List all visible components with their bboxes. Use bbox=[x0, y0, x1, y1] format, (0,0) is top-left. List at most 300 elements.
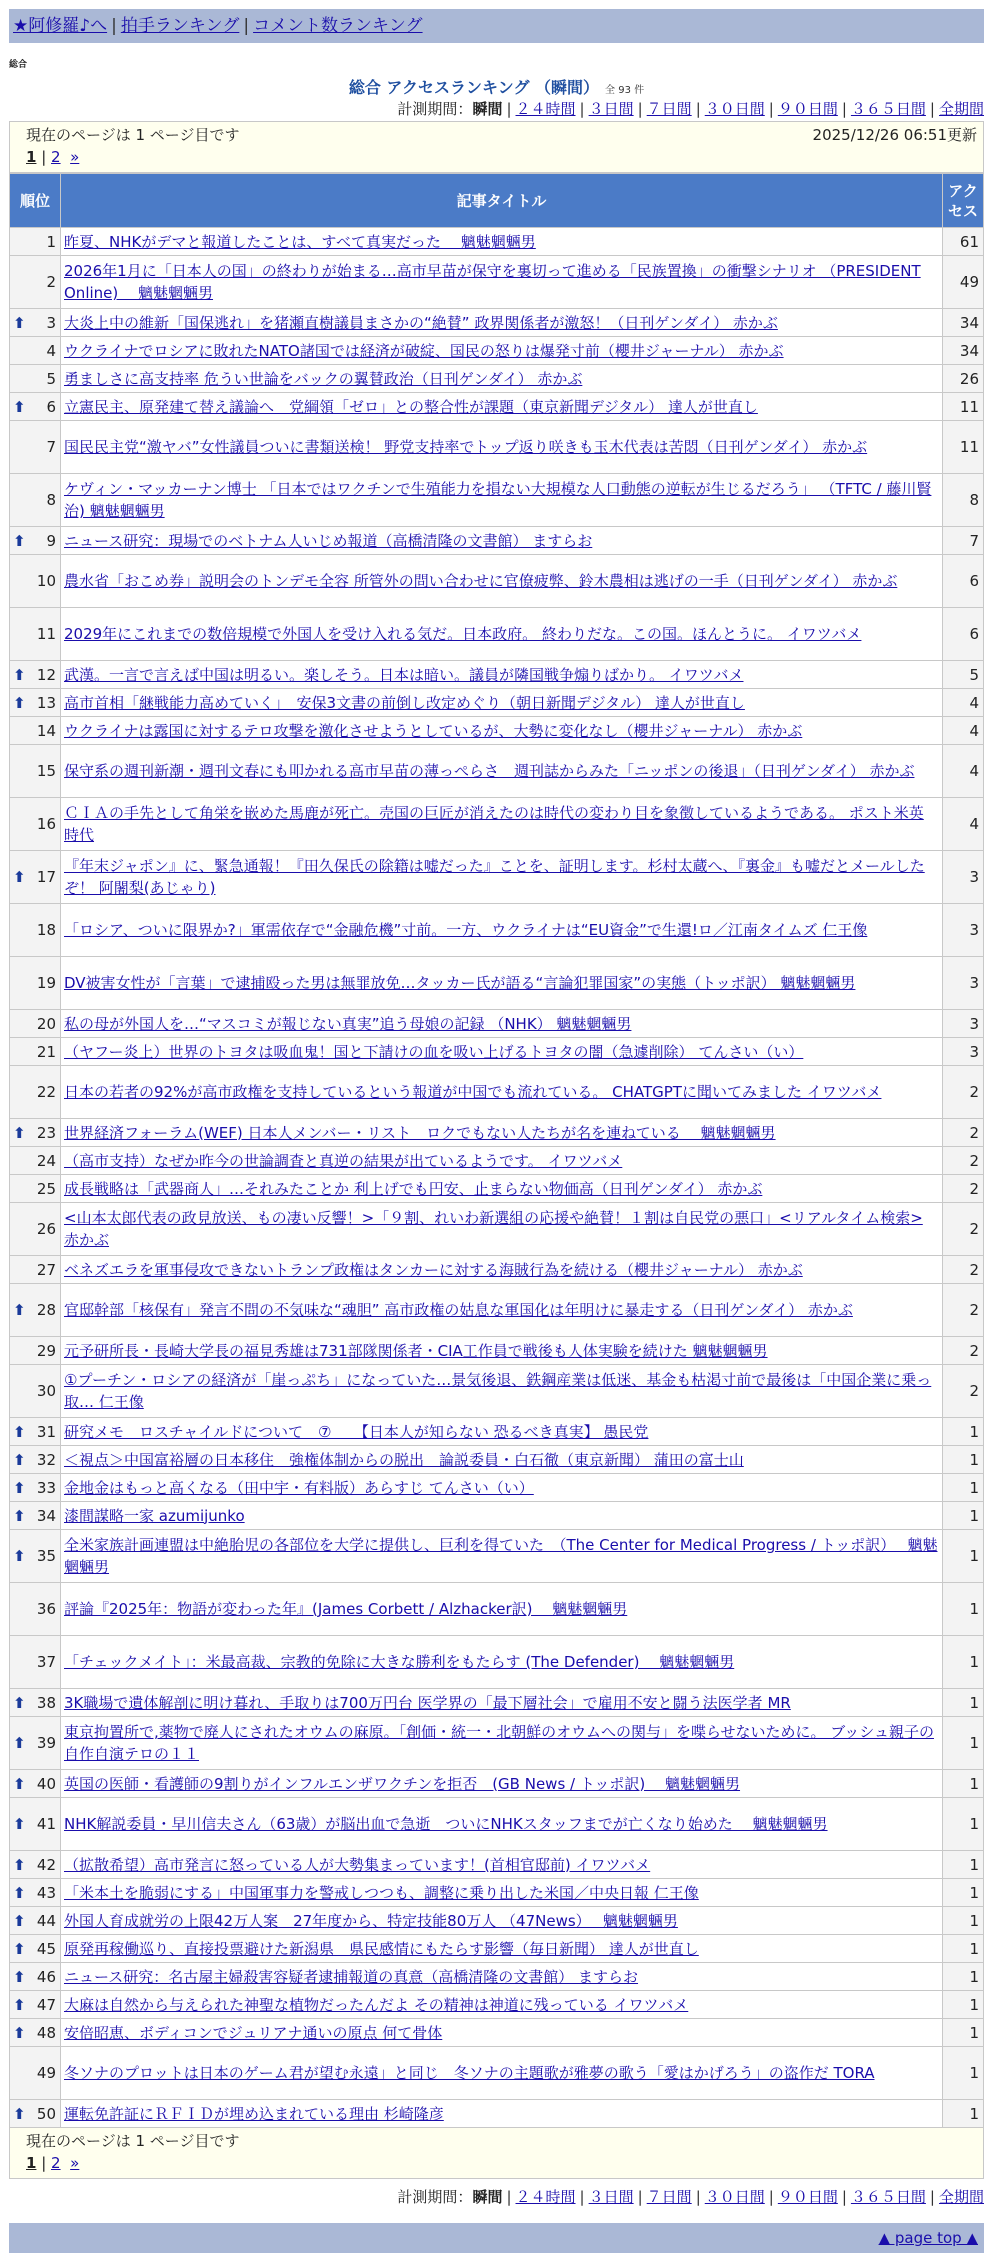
article-link[interactable]: （高市支持）なぜか昨今の世論調査と真逆の結果が出ているようです。 イワツバメ bbox=[64, 1151, 623, 1170]
up-arrow-icon: ⬆ bbox=[13, 1883, 26, 1902]
article-link[interactable]: 原発再稼働巡り、直接投票避けた新潟県 県民感情にもたらす影響（毎日新聞） 達人が世直し bbox=[64, 1939, 699, 1958]
title-cell bbox=[61, 1365, 943, 1418]
rank-number: 16 bbox=[36, 815, 56, 833]
article-link[interactable]: 外国人育成就労の上限42万人案 27年度から、特定技能80万人 （47News） 魑魅魍魎男 bbox=[64, 1911, 678, 1930]
up-arrow-icon: ⬆ bbox=[13, 1123, 26, 1142]
article-link[interactable]: 3K職場で遺体解剖に明け暮れ、手取りは700万円台 医学界の「最下層社会」で雇用不安と闘う法医学者 MR bbox=[64, 1693, 791, 1712]
table-row bbox=[10, 608, 984, 661]
period-bottom-link-4[interactable]: ９０日間 bbox=[777, 2188, 838, 2206]
table-row bbox=[10, 745, 984, 798]
article-link[interactable]: ＜視点＞中国富裕層の日本移住 強権体制からの脱出 論説委員・白石徹（東京新聞） 蒲田の富士山 bbox=[64, 1450, 744, 1469]
rank-cell bbox=[10, 1798, 61, 1851]
rank-number: 39 bbox=[36, 1734, 56, 1752]
rank-cell bbox=[10, 527, 61, 555]
access-count: 1 bbox=[943, 1689, 984, 1717]
rank-cell bbox=[10, 1474, 61, 1502]
title-cell bbox=[61, 393, 943, 421]
title-cell bbox=[61, 717, 943, 745]
access-count: 4 bbox=[943, 745, 984, 798]
rank-cell bbox=[10, 1717, 61, 1770]
title-cell bbox=[61, 745, 943, 798]
title-cell bbox=[61, 337, 943, 365]
article-link[interactable]: 「ロシア、ついに限界か?」軍需依存で“金融危機”寸前。一方、ウクライナは“EU資金”で生還!ロ／江南タイムズ 仁王像 bbox=[64, 921, 868, 939]
rank-number: 40 bbox=[36, 1774, 56, 1793]
rank-number: 5 bbox=[46, 369, 56, 388]
title-cell bbox=[61, 2047, 943, 2100]
table-row bbox=[10, 1530, 984, 1583]
page-top-link[interactable]: ▲ page top ▲ bbox=[878, 2229, 978, 2247]
table-row bbox=[10, 851, 984, 904]
access-count: 1 bbox=[943, 1770, 984, 1798]
title-cell bbox=[61, 1530, 943, 1583]
table-row bbox=[10, 1907, 984, 1935]
period-link-5[interactable]: ３６５日間 bbox=[850, 100, 926, 118]
rank-cell bbox=[10, 1851, 61, 1879]
title-cell bbox=[61, 1256, 943, 1284]
rank-cell bbox=[10, 851, 61, 904]
title-cell bbox=[61, 957, 943, 1010]
period-selector-bottom bbox=[9, 2185, 984, 2209]
page-2-link[interactable]: 2 bbox=[51, 148, 61, 166]
article-link[interactable]: 昨夏、NHKがデマと報道したことは、すべて真実だった 魑魅魍魎男 bbox=[64, 232, 536, 251]
table-row bbox=[10, 337, 984, 365]
rank-cell bbox=[10, 1066, 61, 1119]
access-count: 34 bbox=[943, 337, 984, 365]
table-row bbox=[10, 228, 984, 256]
article-link[interactable]: 私の母が外国人を…“マスコミが報じない真実”追う母娘の記録 （NHK） 魑魅魍魎男 bbox=[64, 1014, 632, 1033]
access-count: 1 bbox=[943, 1798, 984, 1851]
table-row bbox=[10, 2100, 984, 2128]
title-cell bbox=[61, 1066, 943, 1119]
up-arrow-icon: ⬆ bbox=[13, 1506, 26, 1525]
rank-number: 33 bbox=[36, 1478, 56, 1497]
rank-number: 42 bbox=[36, 1855, 56, 1874]
rank-header: 順位 bbox=[10, 174, 61, 228]
table-row bbox=[10, 661, 984, 689]
rank-cell bbox=[10, 1337, 61, 1365]
rank-number: 7 bbox=[46, 438, 56, 456]
title-cell bbox=[61, 1907, 943, 1935]
rank-number: 23 bbox=[36, 1123, 56, 1142]
title-cell bbox=[61, 1203, 943, 1256]
up-arrow-icon: ⬆ bbox=[13, 1734, 26, 1752]
access-count: 1 bbox=[943, 1991, 984, 2019]
rank-number: 29 bbox=[36, 1341, 56, 1360]
title-cell bbox=[61, 309, 943, 337]
rank-number: 48 bbox=[36, 2023, 56, 2042]
title-cell bbox=[61, 1502, 943, 1530]
table-row bbox=[10, 1365, 984, 1418]
next-page-link[interactable]: » bbox=[70, 148, 80, 166]
rank-cell bbox=[10, 1907, 61, 1935]
article-link[interactable]: 漆間謀略一家 azumijunko bbox=[64, 1506, 245, 1525]
article-link[interactable]: 勇ましさに高支持率 危うい世論をバックの翼賛政治（日刊ゲンダイ） 赤かぶ bbox=[64, 369, 583, 388]
title-cell bbox=[61, 1798, 943, 1851]
period-separator: | bbox=[768, 100, 774, 118]
pagination: 1 | 2 » bbox=[26, 148, 80, 166]
period-separator: | bbox=[579, 100, 585, 118]
period-link-2[interactable]: ７日間 bbox=[646, 100, 692, 118]
period-link-1[interactable]: ３日間 bbox=[588, 100, 634, 118]
access-count: 2 bbox=[943, 1066, 984, 1119]
access-count: 1 bbox=[943, 2019, 984, 2047]
up-arrow-icon: ⬆ bbox=[13, 1693, 26, 1712]
article-link[interactable]: 成長戦略は「武器商人」…それみたことか 利上げでも円安、止まらない物価高（日刊ゲンダイ） 赤かぶ bbox=[64, 1179, 763, 1198]
article-link[interactable]: 英国の医師・看護師の9割りがインフルエンザワクチンを拒否 (GB News / トッポ訳) 魑魅魍魎男 bbox=[64, 1774, 741, 1793]
access-count: 3 bbox=[943, 1038, 984, 1066]
access-count: 4 bbox=[943, 717, 984, 745]
title-cell bbox=[61, 1991, 943, 2019]
table-row bbox=[10, 527, 984, 555]
page-1-current: 1 bbox=[26, 148, 37, 166]
title-cell bbox=[61, 1284, 943, 1337]
nav-clap-ranking-link[interactable]: 拍手ランキング bbox=[120, 16, 240, 36]
access-count: 1 bbox=[943, 1502, 984, 1530]
article-link[interactable]: ケヴィン・マッカーナン博士 「日本ではワクチンで生殖能力を損ない大規模な人口動態の逆転が生じるだろう」 （TFTC / 藤川賢治) 魑魅魍魎男 bbox=[64, 480, 932, 520]
article-link[interactable]: ①プーチン・ロシアの経済が「崖っぷち」になっていた…景気後退、鉄鋼産業は低迷、基金も枯渇寸前で最後は「中国企業に乗っ取… 仁王像 bbox=[64, 1371, 932, 1411]
article-link[interactable]: 大炎上中の維新「国保逃れ」を猪瀬直樹議員まさかの“絶賛” 政界関係者が激怒！（日刊ゲンダイ） 赤かぶ bbox=[64, 313, 778, 332]
up-arrow-icon: ⬆ bbox=[13, 2023, 26, 2042]
article-link[interactable]: （拡散希望）高市発言に怒っている人が大勢集まっています！(首相官邸前) イワツバメ bbox=[64, 1855, 651, 1874]
title-cell bbox=[61, 798, 943, 851]
access-count: 1 bbox=[943, 1879, 984, 1907]
article-link[interactable]: 国民民主党“激ヤバ”女性議員ついに書類送検！ 野党支持率でトップ返り咲きも玉木代表は苦悶（日刊ゲンダイ） 赤かぶ bbox=[64, 438, 868, 456]
access-count: 11 bbox=[943, 421, 984, 474]
table-row bbox=[10, 1038, 984, 1066]
up-arrow-icon: ⬆ bbox=[13, 1815, 26, 1833]
up-arrow-icon: ⬆ bbox=[13, 868, 26, 886]
access-count: 6 bbox=[943, 608, 984, 661]
rank-number: 9 bbox=[46, 531, 56, 550]
article-link[interactable]: 官邸幹部「核保有」発言不問の不気味な“魂胆” 高市政権の姑息な軍国化は年明けに暴走する（日刊ゲンダイ） 赤かぶ bbox=[64, 1301, 853, 1319]
table-row bbox=[10, 1284, 984, 1337]
period-link-6[interactable]: 全期間 bbox=[938, 100, 984, 118]
title-cell bbox=[61, 2100, 943, 2128]
access-count: 2 bbox=[943, 1203, 984, 1256]
title-cell bbox=[61, 1717, 943, 1770]
paging-box-top bbox=[9, 121, 984, 173]
article-link[interactable]: ニュース研究：名古屋主婦殺害容疑者逮捕報道の真意（高橋清隆の文書館） ますらお bbox=[64, 1967, 639, 1986]
period-bottom-link-2[interactable]: ７日間 bbox=[646, 2188, 692, 2206]
table-row bbox=[10, 1175, 984, 1203]
rank-number: 47 bbox=[36, 1995, 56, 2014]
access-count: 1 bbox=[943, 1583, 984, 1636]
table-row bbox=[10, 1256, 984, 1284]
rank-cell bbox=[10, 1418, 61, 1446]
ranking-table bbox=[9, 173, 984, 2128]
period-separator: | bbox=[695, 2188, 701, 2206]
title-header: 記事タイトル bbox=[61, 174, 943, 228]
article-link[interactable]: 『年末ジャポン』に、緊急通報！『田久保氏の除籍は嘘だった』ことを、証明します。杉村太蔵へ、『裏金』も嘘だとメールしたぞ！ 阿闍梨(あじゃり) bbox=[64, 857, 925, 897]
period-separator: | bbox=[637, 100, 643, 118]
rank-number: 44 bbox=[36, 1911, 56, 1930]
rank-cell bbox=[10, 1689, 61, 1717]
rank-cell bbox=[10, 1284, 61, 1337]
article-link[interactable]: 元予研所長・長崎大学長の福見秀雄は731部隊関係者・CIA工作員で戦後も人体実験を続けた 魑魅魍魎男 bbox=[64, 1341, 768, 1360]
article-link[interactable]: 高市首相「継戦能力高めていく」 安保3文書の前倒し改定めぐり（朝日新聞デジタル） 達人が世直し bbox=[64, 693, 745, 712]
title-cell bbox=[61, 851, 943, 904]
nav-home-link[interactable]: ★阿修羅♪へ bbox=[13, 16, 108, 36]
nav-comment-ranking-link[interactable]: コメント数ランキング bbox=[253, 16, 423, 36]
article-link[interactable]: 「チェックメイト」：米最高裁、宗教的免除に大きな勝利をもたらす (The Defender) 魑魅魍魎男 bbox=[64, 1653, 735, 1671]
rank-cell bbox=[10, 661, 61, 689]
rank-number: 2 bbox=[46, 273, 56, 291]
table-row bbox=[10, 1935, 984, 1963]
article-link[interactable]: ウクライナでロシアに敗れたNATO諸国では経済が破綻、国民の怒りは爆発寸前（櫻井ジャーナル） 赤かぶ bbox=[64, 341, 784, 360]
access-header: アクセス bbox=[943, 174, 984, 228]
title-cell bbox=[61, 1689, 943, 1717]
article-link[interactable]: 世界経済フォーラム(WEF) 日本人メンバー・リスト ロクでもない人たちが名を連ねている 魑魅魍魎男 bbox=[64, 1123, 776, 1142]
table-row bbox=[10, 1991, 984, 2019]
rank-cell bbox=[10, 1365, 61, 1418]
rank-number: 49 bbox=[36, 2064, 56, 2082]
period-link-3[interactable]: ３０日間 bbox=[704, 100, 765, 118]
rank-number: 3 bbox=[46, 313, 56, 332]
title-cell bbox=[61, 1119, 943, 1147]
title-cell bbox=[61, 1337, 943, 1365]
up-arrow-icon: ⬆ bbox=[13, 1301, 26, 1319]
rank-cell bbox=[10, 1502, 61, 1530]
access-count: 2 bbox=[943, 1256, 984, 1284]
rank-number: 11 bbox=[36, 625, 56, 643]
access-count: 49 bbox=[943, 256, 984, 309]
up-arrow-icon: ⬆ bbox=[13, 1547, 26, 1565]
period-bottom-link-0[interactable]: ２４時間 bbox=[515, 2188, 576, 2206]
period-link-4[interactable]: ９０日間 bbox=[777, 100, 838, 118]
table-row bbox=[10, 1474, 984, 1502]
period-bottom-link-1[interactable]: ３日間 bbox=[588, 2188, 634, 2206]
article-link[interactable]: 安倍昭恵、ボディコンでジュリアナ通いの原点 何て骨体 bbox=[64, 2023, 443, 2042]
rank-number: 10 bbox=[36, 572, 56, 590]
table-row bbox=[10, 1770, 984, 1798]
title-cell bbox=[61, 228, 943, 256]
article-link[interactable]: 金地金はもっと高くなる（田中宇・有料版）あらすじ てんさい（い） bbox=[64, 1478, 534, 1497]
title-cell bbox=[61, 1963, 943, 1991]
table-row bbox=[10, 904, 984, 957]
title-cell bbox=[61, 1583, 943, 1636]
title-cell bbox=[61, 1851, 943, 1879]
rank-cell bbox=[10, 2100, 61, 2128]
updated-time: 2025/12/26 06:51更新 bbox=[812, 126, 977, 144]
rank-number: 28 bbox=[36, 1301, 56, 1319]
rank-cell bbox=[10, 1879, 61, 1907]
period-separator: | bbox=[695, 100, 701, 118]
table-row bbox=[10, 1689, 984, 1717]
title-cell bbox=[61, 1446, 943, 1474]
article-link[interactable]: 冬ソナのプロットは日本のゲーム君が望む永遠」と同じ 冬ソナの主題歌が雅夢の歌う「愛はかげろう」の盗作だ TORA bbox=[64, 2064, 875, 2082]
access-count: 1 bbox=[943, 2100, 984, 2128]
period-bottom-link-6[interactable]: 全期間 bbox=[938, 2188, 984, 2206]
access-count: 3 bbox=[943, 904, 984, 957]
table-row bbox=[10, 256, 984, 309]
rank-cell bbox=[10, 1530, 61, 1583]
rank-cell bbox=[10, 256, 61, 309]
ranking-title: 総合 アクセスランキング （瞬間） bbox=[348, 78, 600, 97]
rank-cell bbox=[10, 717, 61, 745]
rank-number: 34 bbox=[36, 1506, 56, 1525]
rank-number: 22 bbox=[36, 1083, 56, 1101]
access-count: 3 bbox=[943, 957, 984, 1010]
period-bottom-link-3[interactable]: ３０日間 bbox=[704, 2188, 765, 2206]
table-row bbox=[10, 1418, 984, 1446]
rank-number: 14 bbox=[36, 721, 56, 740]
table-row bbox=[10, 957, 984, 1010]
title-cell bbox=[61, 661, 943, 689]
rank-cell bbox=[10, 608, 61, 661]
rank-number: 46 bbox=[36, 1967, 56, 1986]
rank-cell bbox=[10, 1446, 61, 1474]
access-count: 1 bbox=[943, 1530, 984, 1583]
up-arrow-icon: ⬆ bbox=[13, 1911, 26, 1930]
pagination-bottom: 1 | 2 » bbox=[26, 2154, 80, 2172]
period-link-0[interactable]: ２４時間 bbox=[515, 100, 576, 118]
table-row bbox=[10, 1502, 984, 1530]
article-link[interactable]: DV被害女性が「言葉」で逮捕殴った男は無罪放免…タッカー氏が語る“言論犯罪国家”の実態（トッポ訳） 魑魅魍魎男 bbox=[64, 974, 856, 992]
title-cell bbox=[61, 256, 943, 309]
access-count: 34 bbox=[943, 309, 984, 337]
up-arrow-icon: ⬆ bbox=[13, 1967, 26, 1986]
article-link[interactable]: 運転免許証にＲＦＩＤが埋め込まれている理由 杉崎隆彦 bbox=[64, 2104, 444, 2123]
title-cell bbox=[61, 555, 943, 608]
article-link[interactable]: 東京拘置所で,薬物で廃人にされたオウムの麻原。「創価・統一・北朝鮮のオウムへの関与」を喋らせないために。 ブッシュ親子の自作自演テロの１１ bbox=[64, 1723, 934, 1763]
up-arrow-icon: ⬆ bbox=[13, 2104, 26, 2123]
table-row bbox=[10, 2019, 984, 2047]
access-count: 1 bbox=[943, 1963, 984, 1991]
rank-number: 18 bbox=[36, 921, 56, 939]
table-row bbox=[10, 1717, 984, 1770]
rank-number: 27 bbox=[36, 1260, 56, 1279]
period-label: 計測期間： bbox=[397, 100, 473, 118]
rank-number: 45 bbox=[36, 1939, 56, 1958]
rank-number: 25 bbox=[36, 1179, 56, 1198]
article-link[interactable]: 2026年1月に「日本人の国」の終わりが始まる…高市早苗が保守を裏切って進める「民族置換」の衝撃シナリオ （PRESIDENT Online) 魑魅魍魎男 bbox=[64, 262, 921, 302]
rank-cell bbox=[10, 1256, 61, 1284]
access-count: 1 bbox=[943, 1907, 984, 1935]
table-row bbox=[10, 2047, 984, 2100]
rank-number: 24 bbox=[36, 1151, 56, 1170]
access-count: 11 bbox=[943, 393, 984, 421]
rank-cell bbox=[10, 228, 61, 256]
access-count: 2 bbox=[943, 1284, 984, 1337]
access-count: 1 bbox=[943, 1717, 984, 1770]
article-link[interactable]: 研究メモ ロスチャイルドについて ⑦ 【日本人が知らない 恐るべき真実】 愚民党 bbox=[64, 1422, 649, 1441]
period-separator: | bbox=[929, 100, 935, 118]
next-page-link-bottom[interactable]: » bbox=[70, 2154, 80, 2172]
title-cell bbox=[61, 2019, 943, 2047]
access-count: 1 bbox=[943, 2047, 984, 2100]
page-2-link-bottom[interactable]: 2 bbox=[51, 2154, 61, 2172]
up-arrow-icon: ⬆ bbox=[13, 693, 26, 712]
title-cell bbox=[61, 904, 943, 957]
title-cell bbox=[61, 474, 943, 527]
article-link[interactable]: NHK解説委員・早川信夫さん（63歳）が脳出血で急逝 ついにNHKスタッフまでが亡くなり始めた 魑魅魍魎男 bbox=[64, 1815, 828, 1833]
article-link[interactable]: （ヤフー炎上）世界のトヨタは吸血鬼！国と下請けの血を吸い上げるトヨタの闇（急遽削除） てんさい（い） bbox=[64, 1042, 804, 1061]
up-arrow-icon: ⬆ bbox=[13, 1422, 26, 1441]
rank-number: 31 bbox=[36, 1422, 56, 1441]
article-link[interactable]: 農水省「おこめ券」説明会のトンデモ全容 所管外の問い合わせに官僚疲弊、鈴木農相は逃げの一手（日刊ゲンダイ） 赤かぶ bbox=[64, 572, 898, 590]
table-row bbox=[10, 1963, 984, 1991]
title-cell bbox=[61, 1147, 943, 1175]
rank-number: 36 bbox=[36, 1600, 56, 1618]
rank-number: 1 bbox=[46, 232, 56, 251]
access-count: 2 bbox=[943, 1365, 984, 1418]
rank-cell bbox=[10, 1038, 61, 1066]
rank-number: 41 bbox=[36, 1815, 56, 1833]
table-row bbox=[10, 1203, 984, 1256]
article-link[interactable]: 立憲民主、原発建て替え議論へ 党綱領「ゼロ」との整合性が課題（東京新聞デジタル） 達人が世直し bbox=[64, 397, 758, 416]
rank-number: 50 bbox=[36, 2104, 56, 2123]
table-row bbox=[10, 474, 984, 527]
article-link[interactable]: 評論『2025年：物語が変わった年』(James Corbett / Alzhacker訳) 魑魅魍魎男 bbox=[64, 1600, 628, 1618]
article-link[interactable]: ウクライナは露国に対するテロ攻撃を激化させようとしているが、大勢に変化なし（櫻井ジャーナル） 赤かぶ bbox=[64, 721, 803, 740]
rank-cell bbox=[10, 2019, 61, 2047]
access-count: 7 bbox=[943, 527, 984, 555]
title-cell bbox=[61, 608, 943, 661]
table-row bbox=[10, 1851, 984, 1879]
up-arrow-icon: ⬆ bbox=[13, 313, 26, 332]
period-separator: | bbox=[506, 2188, 512, 2206]
rank-cell bbox=[10, 1583, 61, 1636]
rank-cell bbox=[10, 365, 61, 393]
title-cell bbox=[61, 1770, 943, 1798]
article-link[interactable]: 日本の若者の92%が高市政権を支持しているという報道が中国でも流れている。 CHATGPTに聞いてみました イワツバメ bbox=[64, 1083, 882, 1101]
rank-number: 12 bbox=[36, 665, 56, 684]
period-bottom-current: 瞬間 bbox=[472, 2188, 503, 2206]
up-arrow-icon: ⬆ bbox=[13, 531, 26, 550]
article-link[interactable]: <山本太郎代表の政見放送、もの凄い反響！>「９割、れいわ新選組の応援や絶賛！１割は自民党の悪口」<リアルタイム検索> 赤かぶ bbox=[64, 1209, 923, 1249]
article-link[interactable]: ベネズエラを軍事侵攻できないトランプ政権はタンカーに対する海賊行為を続ける（櫻井ジャーナル） 赤かぶ bbox=[64, 1260, 803, 1279]
rank-cell bbox=[10, 1963, 61, 1991]
rank-cell bbox=[10, 745, 61, 798]
up-arrow-icon: ⬆ bbox=[13, 1939, 26, 1958]
nav-separator: | bbox=[111, 16, 117, 36]
title-cell bbox=[61, 1879, 943, 1907]
table-row bbox=[10, 1636, 984, 1689]
table-row bbox=[10, 555, 984, 608]
table-row bbox=[10, 1066, 984, 1119]
article-link[interactable]: 全米家族計画連盟は中絶胎児の各部位を大学に提供し、巨利を得ていた （The Center for Medical Progress / トッポ訳） 魑魅魍魎男 bbox=[64, 1536, 938, 1576]
rank-number: 17 bbox=[36, 868, 56, 886]
table-row bbox=[10, 421, 984, 474]
article-link[interactable]: 大麻は自然から与えられた神聖な植物だったんだよ その精神は神道に残っている イワツバメ bbox=[64, 1995, 689, 2014]
access-count: 1 bbox=[943, 1474, 984, 1502]
article-link[interactable]: ＣＩＡの手先として角栄を嵌めた馬鹿が死亡。売国の巨匠が消えたのは時代の変わり目を象徴しているようである。 ポスト米英時代 bbox=[64, 804, 924, 844]
rank-number: 30 bbox=[36, 1382, 56, 1400]
period-separator: | bbox=[841, 100, 847, 118]
up-arrow-icon: ⬆ bbox=[13, 1995, 26, 2014]
article-link[interactable]: 保守系の週刊新潮・週刊文春にも叩かれる高市早苗の薄っぺらさ 週刊誌からみた「ニッポンの後退」（日刊ゲンダイ） 赤かぶ bbox=[64, 762, 915, 780]
rank-cell bbox=[10, 2047, 61, 2100]
access-count: 2 bbox=[943, 1147, 984, 1175]
period-bottom-label: 計測期間： bbox=[397, 2188, 473, 2206]
period-bottom-link-5[interactable]: ３６５日間 bbox=[850, 2188, 926, 2206]
rank-number: 6 bbox=[46, 397, 56, 416]
title-cell bbox=[61, 1636, 943, 1689]
title-cell bbox=[61, 1418, 943, 1446]
access-count: 2 bbox=[943, 1175, 984, 1203]
rank-cell bbox=[10, 1147, 61, 1175]
table-row bbox=[10, 365, 984, 393]
article-link[interactable]: 「米本土を脆弱にする」中国軍事力を警戒しつつも、調整に乗り出した米国／中央日報 仁王像 bbox=[64, 1883, 699, 1902]
article-link[interactable]: 2029年にこれまでの数倍規模で外国人を受け入れる気だ。日本政府。 終わりだな。この国。ほんとうに。 イワツバメ bbox=[64, 625, 862, 643]
title-cell bbox=[61, 1474, 943, 1502]
rank-number: 43 bbox=[36, 1883, 56, 1902]
rank-number: 4 bbox=[46, 341, 56, 360]
article-link[interactable]: ニュース研究：現場でのベトナム人いじめ報道（高橋清隆の文書館） ますらお bbox=[64, 531, 593, 550]
title-cell bbox=[61, 1175, 943, 1203]
article-link[interactable]: 武漢。一言で言えば中国は明るい。楽しそう。日本は暗い。議員が隣国戦争煽りばかり。 イワツバメ bbox=[64, 665, 744, 684]
access-count: 4 bbox=[943, 798, 984, 851]
